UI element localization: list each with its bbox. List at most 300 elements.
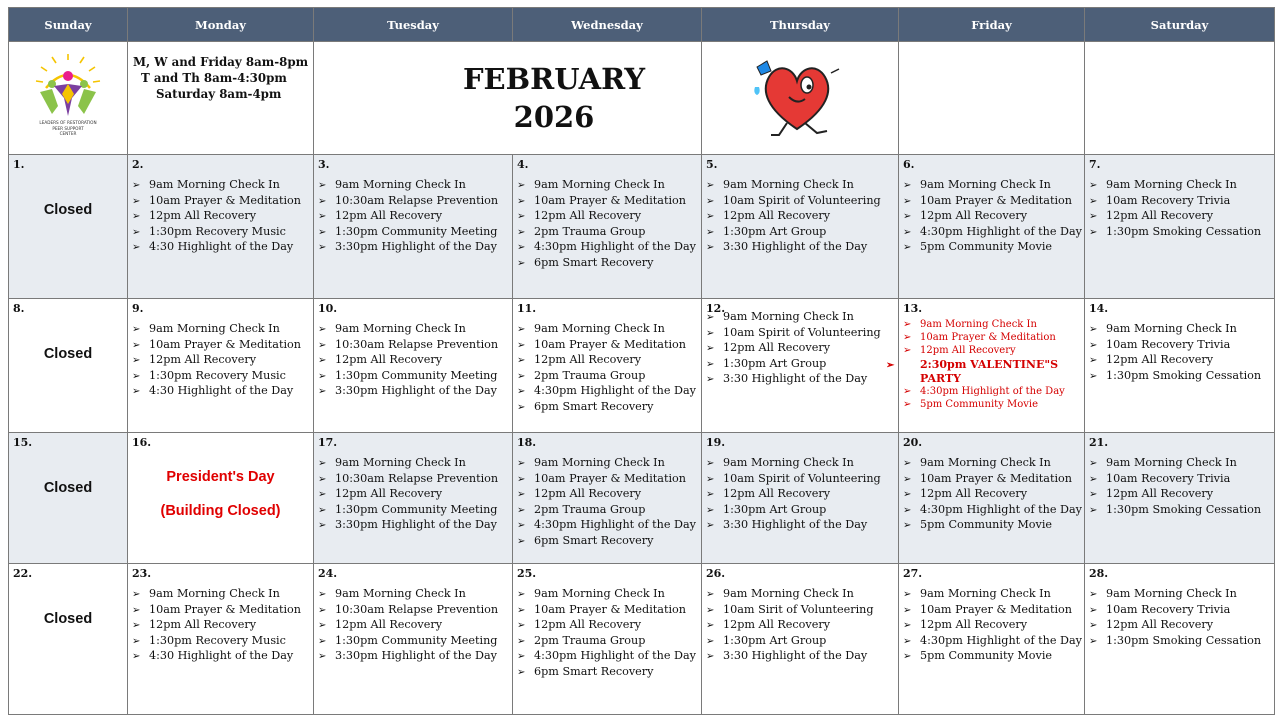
bullet-arrow-icon: ➢ xyxy=(706,226,715,238)
event-text: 10:30am Relapse Prevention xyxy=(335,193,499,207)
bullet-arrow-icon: ➢ xyxy=(318,473,327,485)
bullet-arrow-icon: ➢ xyxy=(318,386,327,397)
event-text: 5pm Community Movie xyxy=(920,518,1053,531)
month-name: FEBRUARY xyxy=(462,62,646,96)
day-number: 26. xyxy=(706,567,726,580)
event-item xyxy=(517,456,701,472)
day-number: 15. xyxy=(13,436,33,449)
event-list xyxy=(702,178,898,256)
bullet-arrow-icon: ➢ xyxy=(517,257,526,269)
bullet-arrow-icon: ➢ xyxy=(318,620,327,631)
week-row xyxy=(9,155,1275,299)
day-number: 2. xyxy=(132,158,144,171)
bullet-arrow-icon: ➢ xyxy=(318,520,327,531)
day-number: 27. xyxy=(903,567,923,580)
event-text: 1:30pm Smoking Cessation xyxy=(1106,502,1262,516)
logo-cell xyxy=(9,42,128,155)
event-item xyxy=(517,369,701,385)
event-item xyxy=(1089,353,1274,369)
event-item xyxy=(1089,634,1274,650)
event-text: 3:30 Highlight of the Day xyxy=(723,518,868,531)
event-text: 1:30pm Community Meeting xyxy=(335,502,498,516)
event-text: 9am Morning Check In xyxy=(723,587,854,600)
bullet-arrow-icon: ➢ xyxy=(903,620,912,631)
event-item xyxy=(132,178,313,194)
weekday-thursday: Thursday xyxy=(702,8,899,42)
day-number: 21. xyxy=(1089,436,1109,449)
event-item xyxy=(903,209,1084,225)
event-text: 1:30pm Smoking Cessation xyxy=(1106,368,1262,382)
weekday-tuesday: Tuesday xyxy=(314,8,513,42)
year: 2026 xyxy=(513,100,595,134)
event-text: 12pm All Recovery xyxy=(335,487,443,500)
bullet-arrow-icon: ➢ xyxy=(1089,635,1098,647)
bullet-arrow-icon: ➢ xyxy=(318,242,327,253)
bullet-arrow-icon: ➢ xyxy=(706,180,715,191)
event-item xyxy=(318,178,512,194)
event-item xyxy=(1089,487,1274,503)
day-number: 20. xyxy=(903,436,923,449)
day-number: 22. xyxy=(13,567,33,580)
event-text: 9am Morning Check In xyxy=(920,456,1051,469)
hours-line-3: Saturday 8am-4pm xyxy=(155,87,282,101)
event-text: 4:30pm Highlight of the Day xyxy=(534,240,696,253)
event-text: 9am Morning Check In xyxy=(1106,587,1237,600)
closed-label: Closed xyxy=(43,611,93,627)
event-list xyxy=(1085,456,1274,518)
bullet-arrow-icon: ➢ xyxy=(706,358,715,370)
event-list xyxy=(513,456,701,549)
event-text: 10am Prayer & Meditation xyxy=(149,337,301,351)
event-item xyxy=(318,456,512,472)
event-item xyxy=(318,634,512,650)
event-list xyxy=(513,178,701,271)
day-cell-1 xyxy=(9,155,128,299)
event-text: 10am Prayer & Meditation xyxy=(534,471,686,485)
day-number: 4. xyxy=(517,158,529,171)
bullet-arrow-icon: ➢ xyxy=(1089,504,1098,516)
bullet-arrow-icon: ➢ xyxy=(1089,620,1098,631)
event-text: 12pm All Recovery xyxy=(335,353,443,366)
bullet-arrow-icon: ➢ xyxy=(706,604,715,616)
event-text: 9am Morning Check In xyxy=(534,456,665,469)
valentine-art-cell xyxy=(702,42,899,155)
bullet-arrow-icon: ➢ xyxy=(903,180,912,191)
event-item xyxy=(517,665,701,681)
bullet-arrow-icon: ➢ xyxy=(903,473,912,485)
bullet-arrow-icon: ➢ xyxy=(318,180,327,191)
event-text: 9am Morning Check In xyxy=(1106,456,1237,469)
event-item xyxy=(706,225,898,241)
bullet-arrow-icon: ➢ xyxy=(903,604,912,616)
day-number: 18. xyxy=(517,436,537,449)
event-item xyxy=(706,209,898,225)
bullet-arrow-icon: ➢ xyxy=(706,374,715,385)
event-item xyxy=(903,331,1084,344)
weekday-saturday: Saturday xyxy=(1085,8,1275,42)
event-item xyxy=(903,318,1084,331)
bullet-arrow-icon: ➢ xyxy=(132,589,141,600)
closed-label: Closed xyxy=(43,346,93,362)
event-text: 4:30pm Highlight of the Day xyxy=(920,502,1082,516)
event-item xyxy=(706,649,898,665)
event-item xyxy=(1089,338,1274,354)
event-item xyxy=(1089,587,1274,603)
bullet-arrow-icon: ➢ xyxy=(132,651,141,662)
bullet-arrow-icon: ➢ xyxy=(903,195,912,207)
event-item xyxy=(318,322,512,338)
event-text: 12pm All Recovery xyxy=(920,487,1028,500)
day-cell-8 xyxy=(9,299,128,433)
day-cell-15 xyxy=(9,433,128,564)
bullet-arrow-icon: ➢ xyxy=(903,226,912,238)
bullet-arrow-icon: ➢ xyxy=(132,355,141,366)
bullet-arrow-icon: ➢ xyxy=(517,504,526,516)
event-item xyxy=(1089,472,1274,488)
event-list xyxy=(314,587,512,665)
bullet-arrow-icon: ➢ xyxy=(132,211,141,222)
bullet-arrow-icon: ➢ xyxy=(1089,370,1098,382)
event-text: 12pm All Recovery xyxy=(1106,487,1214,500)
bullet-arrow-icon: ➢ xyxy=(903,242,912,253)
event-item xyxy=(517,587,701,603)
event-text: 12pm All Recovery xyxy=(723,209,831,222)
bullet-arrow-icon: ➢ xyxy=(517,386,526,397)
bullet-arrow-icon: ➢ xyxy=(517,180,526,191)
day-cell-28 xyxy=(1085,564,1275,715)
event-text: 12pm All Recovery xyxy=(534,487,642,500)
bullet-arrow-icon: ➢ xyxy=(318,489,327,500)
event-text: 12pm All Recovery xyxy=(920,618,1028,631)
event-text: 2:30pm VALENTINE"S PARTY xyxy=(920,357,1059,385)
event-item xyxy=(903,456,1084,472)
event-text: 3:30pm Highlight of the Day xyxy=(335,518,497,531)
event-item xyxy=(132,353,313,369)
month-title-cell xyxy=(314,42,702,155)
event-item xyxy=(903,194,1084,210)
event-list xyxy=(1085,322,1274,384)
event-item xyxy=(903,649,1084,665)
event-text: 2pm Trauma Group xyxy=(534,224,646,238)
event-item xyxy=(318,618,512,634)
day-cell-7 xyxy=(1085,155,1275,299)
event-text: 3:30pm Highlight of the Day xyxy=(335,649,497,662)
day-number: 9. xyxy=(132,302,144,315)
event-text: 10am Recovery Trivia xyxy=(1106,602,1231,616)
event-list xyxy=(513,587,701,680)
bullet-arrow-icon: ➢ xyxy=(517,324,526,335)
bullet-arrow-icon: ➢ xyxy=(132,195,141,207)
event-item xyxy=(1089,618,1274,634)
day-number: 5. xyxy=(706,158,718,171)
bullet-arrow-icon: ➢ xyxy=(517,458,526,469)
event-item xyxy=(318,649,512,665)
empty-cell-friday xyxy=(899,42,1085,155)
bullet-arrow-icon: ➢ xyxy=(706,635,715,647)
event-text: 12pm All Recovery xyxy=(723,618,831,631)
event-item xyxy=(903,618,1084,634)
event-text: 12pm All Recovery xyxy=(149,353,257,366)
event-text: 9am Morning Check In xyxy=(335,178,466,191)
day-cell-20 xyxy=(899,433,1085,564)
bullet-arrow-icon: ➢ xyxy=(1089,324,1098,335)
day-number: 1. xyxy=(13,158,25,171)
event-item xyxy=(132,618,313,634)
event-item xyxy=(517,338,701,354)
event-text: 9am Morning Check In xyxy=(920,587,1051,600)
event-item xyxy=(517,472,701,488)
event-item xyxy=(318,587,512,603)
event-text: 9am Morning Check In xyxy=(335,322,466,335)
event-text: 9am Morning Check In xyxy=(534,178,665,191)
event-item xyxy=(132,634,313,650)
bullet-arrow-icon: ➢ xyxy=(318,370,327,382)
event-list xyxy=(128,178,313,256)
event-list xyxy=(128,322,313,400)
event-item xyxy=(132,369,313,385)
event-text: 3:30 Highlight of the Day xyxy=(723,372,868,385)
bullet-arrow-icon: ➢ xyxy=(517,604,526,616)
bullet-arrow-icon: ➢ xyxy=(903,458,912,469)
event-text: 12pm All Recovery xyxy=(534,618,642,631)
event-item xyxy=(318,353,512,369)
event-text: 1:30pm Recovery Music xyxy=(149,368,286,382)
event-text: 10am Spirit of Volunteering xyxy=(723,471,881,485)
bullet-arrow-icon: ➢ xyxy=(318,635,327,647)
event-text: 3:30 Highlight of the Day xyxy=(723,649,868,662)
bullet-arrow-icon: ➢ xyxy=(1089,355,1098,366)
event-text: 1:30pm Recovery Music xyxy=(149,633,286,647)
event-text: 2pm Trauma Group xyxy=(534,633,646,647)
event-item xyxy=(132,649,313,665)
event-list xyxy=(314,178,512,256)
event-item xyxy=(132,209,313,225)
event-text: 10am Prayer & Meditation xyxy=(149,602,301,616)
event-text: 1:30pm Art Group xyxy=(723,502,827,516)
event-text: 1:30pm Art Group xyxy=(723,224,827,238)
event-item xyxy=(1089,603,1274,619)
bullet-arrow-icon: ➢ xyxy=(517,651,526,662)
event-item xyxy=(318,194,512,210)
event-text: 10am Recovery Trivia xyxy=(1106,337,1231,351)
event-item xyxy=(1089,209,1274,225)
event-item xyxy=(517,634,701,650)
event-text: 10am Prayer & Meditation xyxy=(920,602,1072,616)
event-item xyxy=(1089,503,1274,519)
event-text: 1:30pm Recovery Music xyxy=(149,224,286,238)
bullet-arrow-icon: ➢ xyxy=(706,327,715,339)
bullet-arrow-icon: ➢ xyxy=(706,458,715,469)
event-item xyxy=(318,225,512,241)
bullet-arrow-icon: ➢ xyxy=(1089,226,1098,238)
bullet-arrow-icon: ➢ xyxy=(318,324,327,335)
event-text: 2pm Trauma Group xyxy=(534,502,646,516)
bullet-arrow-icon: ➢ xyxy=(517,473,526,485)
event-item xyxy=(318,487,512,503)
event-list xyxy=(128,587,313,665)
weekday-wednesday: Wednesday xyxy=(513,8,702,42)
event-text: 9am Morning Check In xyxy=(920,319,1037,330)
bullet-arrow-icon: ➢ xyxy=(318,195,327,207)
event-item xyxy=(517,400,701,416)
event-item xyxy=(706,194,898,210)
event-item xyxy=(903,225,1084,241)
day-number: 6. xyxy=(903,158,915,171)
event-text: 10am Sirit of Volunteering xyxy=(723,602,874,616)
svg-text:CENTER: CENTER xyxy=(59,131,77,136)
event-text: 9am Morning Check In xyxy=(149,322,280,335)
bullet-arrow-icon: ➢ xyxy=(706,473,715,485)
event-item xyxy=(517,256,701,272)
bullet-arrow-icon: ➢ xyxy=(1089,339,1098,351)
event-item xyxy=(903,240,1084,256)
day-number: 3. xyxy=(318,158,330,171)
bullet-arrow-icon: ➢ xyxy=(903,399,912,411)
day-cell-2 xyxy=(128,155,314,299)
event-list xyxy=(513,322,701,415)
week-row xyxy=(9,433,1275,564)
event-item xyxy=(903,385,1084,398)
event-text: 9am Morning Check In xyxy=(534,322,665,335)
day-number: 8. xyxy=(13,302,25,315)
event-text: 9am Morning Check In xyxy=(335,587,466,600)
event-text: 10am Prayer & Meditation xyxy=(149,193,301,207)
event-item xyxy=(903,178,1084,194)
event-item xyxy=(903,603,1084,619)
event-text: 4:30pm Highlight of the Day xyxy=(534,649,696,662)
event-item xyxy=(903,634,1084,650)
bullet-arrow-icon: ➢ xyxy=(132,242,141,253)
event-item xyxy=(706,341,898,357)
day-number: 7. xyxy=(1089,158,1101,171)
day-number: 14. xyxy=(1089,302,1109,315)
bullet-arrow-icon: ➢ xyxy=(1089,473,1098,485)
bullet-arrow-icon: ➢ xyxy=(517,666,526,678)
weekday-sunday: Sunday xyxy=(9,8,128,42)
event-item xyxy=(517,240,701,256)
hours-line-2: T and Th 8am-4:30pm xyxy=(140,71,287,85)
event-item xyxy=(318,472,512,488)
bullet-arrow-icon: ➢ xyxy=(132,604,141,616)
event-list xyxy=(314,456,512,534)
day-cell-6 xyxy=(899,155,1085,299)
bullet-arrow-icon: ➢ xyxy=(318,458,327,469)
bullet-arrow-icon: ➢ xyxy=(706,589,715,600)
day-number: 13. xyxy=(903,302,923,315)
event-text: 2pm Trauma Group xyxy=(534,368,646,382)
bullet-arrow-icon: ➢ xyxy=(517,589,526,600)
event-text: 9am Morning Check In xyxy=(335,456,466,469)
day-cell-9 xyxy=(128,299,314,433)
svg-text:PEER SUPPORT: PEER SUPPORT xyxy=(52,126,84,131)
event-item xyxy=(706,618,898,634)
event-text: 9am Morning Check In xyxy=(723,456,854,469)
event-text: 10:30am Relapse Prevention xyxy=(335,471,499,485)
event-item xyxy=(517,322,701,338)
bullet-arrow-icon: ➢ xyxy=(706,343,715,354)
bullet-arrow-icon: ➢ xyxy=(1089,180,1098,191)
event-text: 5pm Community Movie xyxy=(920,649,1053,662)
event-text: 10am Spirit of Volunteering xyxy=(723,325,881,339)
title-row xyxy=(9,42,1275,155)
event-text: 9am Morning Check In xyxy=(149,587,280,600)
event-text: 10:30am Relapse Prevention xyxy=(335,602,499,616)
day-cell-3 xyxy=(314,155,513,299)
event-text: 12pm All Recovery xyxy=(335,209,443,222)
event-item xyxy=(517,353,701,369)
event-text: 12pm All Recovery xyxy=(920,209,1028,222)
event-item xyxy=(886,357,1084,385)
holiday-label xyxy=(128,460,313,528)
day-cell-19 xyxy=(702,433,899,564)
bullet-arrow-icon: ➢ xyxy=(132,324,141,335)
bullet-arrow-icon: ➢ xyxy=(903,489,912,500)
bullet-arrow-icon: ➢ xyxy=(1089,211,1098,222)
event-item xyxy=(903,344,1084,357)
day-number: 16. xyxy=(132,436,152,449)
bullet-arrow-icon: ➢ xyxy=(706,651,715,662)
event-item xyxy=(706,326,898,342)
event-text: 3:30pm Highlight of the Day xyxy=(335,240,497,253)
calendar-table xyxy=(8,7,1275,715)
event-item xyxy=(132,603,313,619)
bullet-arrow-icon: ➢ xyxy=(903,319,912,330)
event-item xyxy=(132,587,313,603)
event-text: 4:30pm Highlight of the Day xyxy=(920,386,1065,398)
bullet-arrow-icon: ➢ xyxy=(903,589,912,600)
bullet-arrow-icon: ➢ xyxy=(903,635,912,647)
week-row xyxy=(9,299,1275,433)
event-item xyxy=(903,518,1084,534)
event-text: 12pm All Recovery xyxy=(335,618,443,631)
event-text: 9am Morning Check In xyxy=(723,310,854,323)
peer-support-logo-icon xyxy=(32,54,104,138)
empty-cell-saturday xyxy=(1085,42,1275,155)
day-cell-4 xyxy=(513,155,702,299)
event-text: 1:30pm Community Meeting xyxy=(335,224,498,238)
bullet-arrow-icon: ➢ xyxy=(903,504,912,516)
bullet-arrow-icon: ➢ xyxy=(318,651,327,662)
weekday-monday: Monday xyxy=(128,8,314,42)
event-item xyxy=(1089,456,1274,472)
event-text: 9am Morning Check In xyxy=(920,178,1051,191)
bullet-arrow-icon: ➢ xyxy=(706,312,715,323)
day-number: 24. xyxy=(318,567,338,580)
day-cell-18 xyxy=(513,433,702,564)
event-item xyxy=(517,384,701,400)
bullet-arrow-icon: ➢ xyxy=(903,520,912,531)
event-item xyxy=(706,587,898,603)
bullet-arrow-icon: ➢ xyxy=(1089,604,1098,616)
event-list xyxy=(886,318,1084,411)
event-text: 12pm All Recovery xyxy=(149,618,257,631)
event-item xyxy=(517,534,701,550)
bullet-arrow-icon: ➢ xyxy=(517,195,526,207)
event-text: 9am Morning Check In xyxy=(149,178,280,191)
event-list xyxy=(899,456,1084,534)
event-item xyxy=(318,338,512,354)
bullet-arrow-icon: ➢ xyxy=(318,355,327,366)
event-list xyxy=(1085,178,1274,240)
event-text: 1:30pm Smoking Cessation xyxy=(1106,633,1262,647)
day-cell-23 xyxy=(128,564,314,715)
hours-line-1: M, W and Friday 8am-8pm xyxy=(132,55,309,69)
event-item xyxy=(318,369,512,385)
day-cell-13 xyxy=(886,299,1085,433)
bullet-arrow-icon: ➢ xyxy=(517,401,526,413)
event-list xyxy=(314,322,512,400)
event-item xyxy=(1089,194,1274,210)
